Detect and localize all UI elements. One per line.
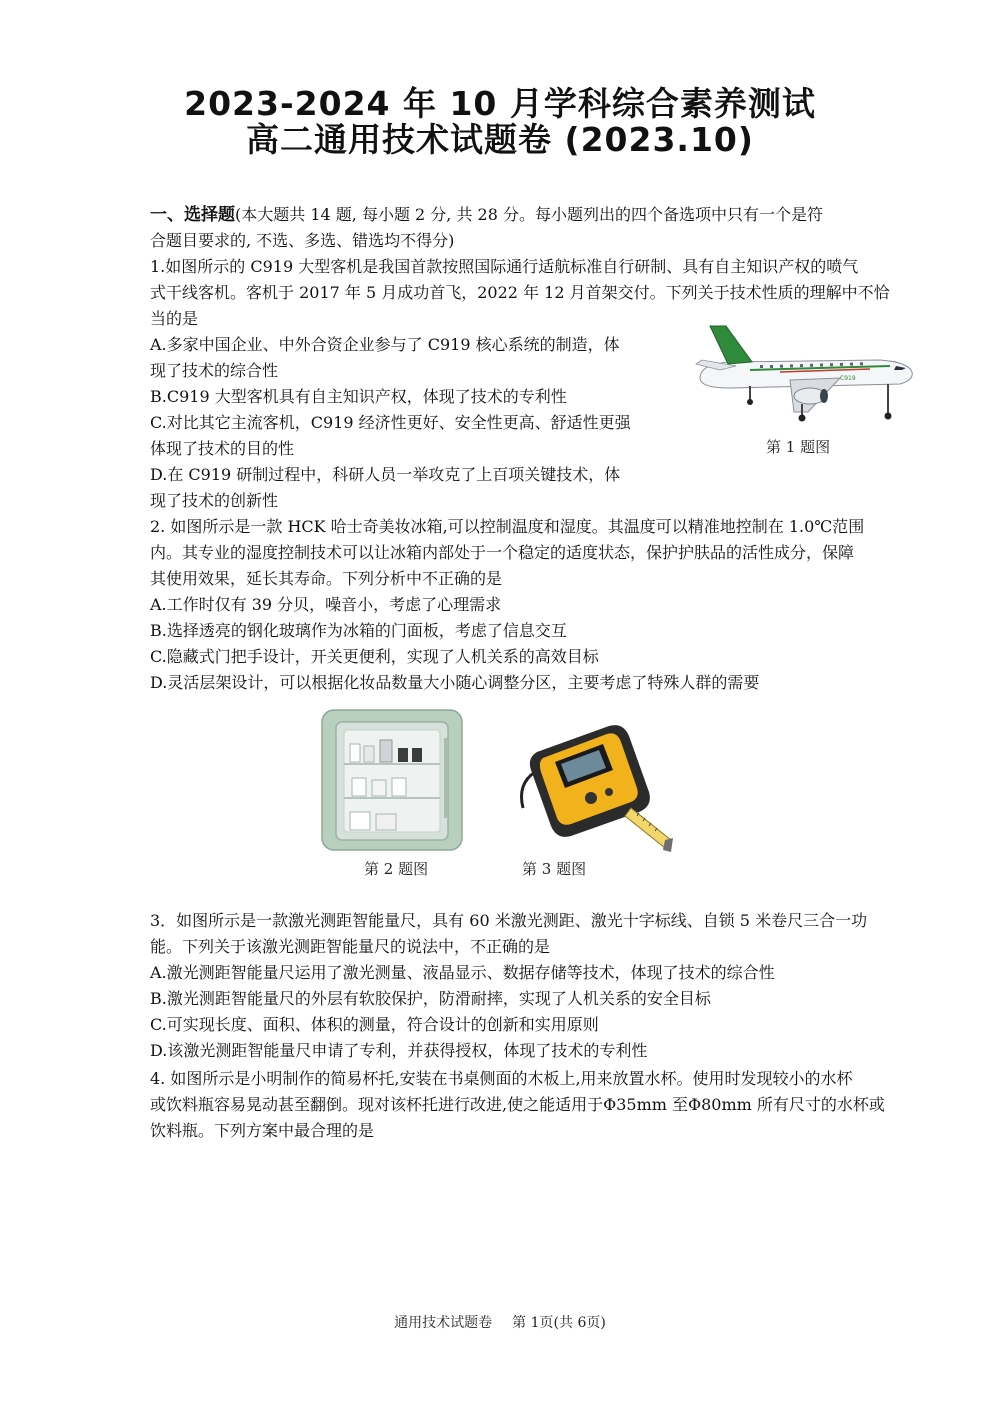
q1-option-d-1: D.在 C919 研制过程中，科研人员一举攻克了上百项关键技术，体 [150,465,621,484]
q1-option-d-2: 现了技术的创新性 [150,491,279,510]
fridge-figure [320,708,465,853]
q2-option-c: C.隐藏式门把手设计，开关更便利，实现了人机关系的高效目标 [150,647,599,666]
q1-option-b: B.C919 大型客机具有自主知识产权，体现了技术的专利性 [150,387,567,406]
exam-title-line2: 高二通用技术试题卷 (2023.10) [246,120,754,159]
q1-option-c-2: 体现了技术的目的性 [150,439,295,458]
q1-stem-1: 1.如图所示的 C919 大型客机是我国首款按照国际通行适航标准自行研制、具有自主知识产权的喷气 [150,257,859,276]
section-heading-row [150,202,823,228]
airplane-figure [690,320,920,425]
q2-stem-3: 其使用效果，延长其寿命。下列分析中不正确的是 [150,569,503,588]
exam-title-line1: 2023-2024 年 10 月学科综合素养测试 [184,84,816,123]
q3-stem-1: 3．如图所示是一款激光测距智能量尺，具有 60 米激光测距、激光十字标线、自锁 5 米卷尺三合一功 [150,911,868,930]
footer-subject: 通用技术试题卷 [394,1315,493,1331]
q3-option-a: A.激光测距智能量尺运用了激光测量、液晶显示、数据存储等技术，体现了技术的综合性 [150,963,775,982]
laser-tape-figure [505,712,675,857]
q2-stem-1: 2. 如图所示是一款 HCK 哈士奇美妆冰箱,可以控制温度和湿度。其温度可以精准地控制在 1.0℃范围 [150,517,865,536]
q2-option-d: D.灵活层架设计，可以根据化妆品数量大小随心调整分区，主要考虑了特殊人群的需要 [150,673,760,692]
q3-option-b: B.激光测距智能量尺的外层有软胶保护，防滑耐摔，实现了人机关系的安全目标 [150,989,711,1008]
q1-stem-2: 式干线客机。客机于 2017 年 5 月成功首飞，2022 年 12 月首架交付。下列关于技术性质的理解中不恰 [150,283,890,302]
q1-option-a-2: 现了技术的综合性 [150,361,279,380]
page-footer [0,1312,1000,1332]
section-heading: 一、选择题 [150,205,235,225]
q2-stem-2: 内。其专业的湿度控制技术可以让冰箱内部处于一个稳定的适度状态，保护护肤品的活性成分，保障 [150,543,855,562]
section-instructions-2: 合题目要求的, 不选、多选、错选均不得分) [150,231,455,250]
q1-option-a-1: A.多家中国企业、中外合资企业参与了 C919 核心系统的制造，体 [150,335,620,354]
q4-stem-3: 饮料瓶。下列方案中最合理的是 [150,1121,375,1140]
q3-option-c: C.可实现长度、面积、体积的测量，符合设计的创新和实用原则 [150,1015,599,1034]
section-instructions-1: (本大题共 14 题, 每小题 2 分, 共 28 分。每小题列出的四个备选项中只有一个是符 [235,205,824,224]
q3-figure-caption: 第 3 题图 [522,860,587,878]
plane-livery-text: C919 [840,375,856,382]
q2-figure-caption: 第 2 题图 [364,860,429,878]
q2-option-a: A.工作时仅有 39 分贝，噪音小，考虑了心理需求 [150,595,502,614]
q4-stem-2: 或饮料瓶容易晃动甚至翻倒。现对该杯托进行改进,使之能适用于Φ35mm 至Φ80mm 所有尺寸的水杯或 [150,1095,885,1114]
q3-option-d: D.该激光测距智能量尺申请了专利，并获得授权，体现了技术的专利性 [150,1041,648,1060]
q1-stem-3: 当的是 [150,309,199,328]
q4-stem-1: 4. 如图所示是小明制作的简易杯托,安装在书桌侧面的木板上,用来放置水杯。使用时发现较小的水杯 [150,1069,853,1088]
q2-option-b: B.选择透亮的钢化玻璃作为冰箱的门面板，考虑了信息交互 [150,621,567,640]
footer-page-number: 第 1页(共 6页) [512,1315,606,1331]
q1-figure-caption: 第 1 题图 [766,438,831,456]
q3-stem-2: 能。下列关于该激光测距智能量尺的说法中，不正确的是 [150,937,551,956]
q1-option-c-1: C.对比其它主流客机，C919 经济性更好、安全性更高、舒适性更强 [150,413,631,432]
